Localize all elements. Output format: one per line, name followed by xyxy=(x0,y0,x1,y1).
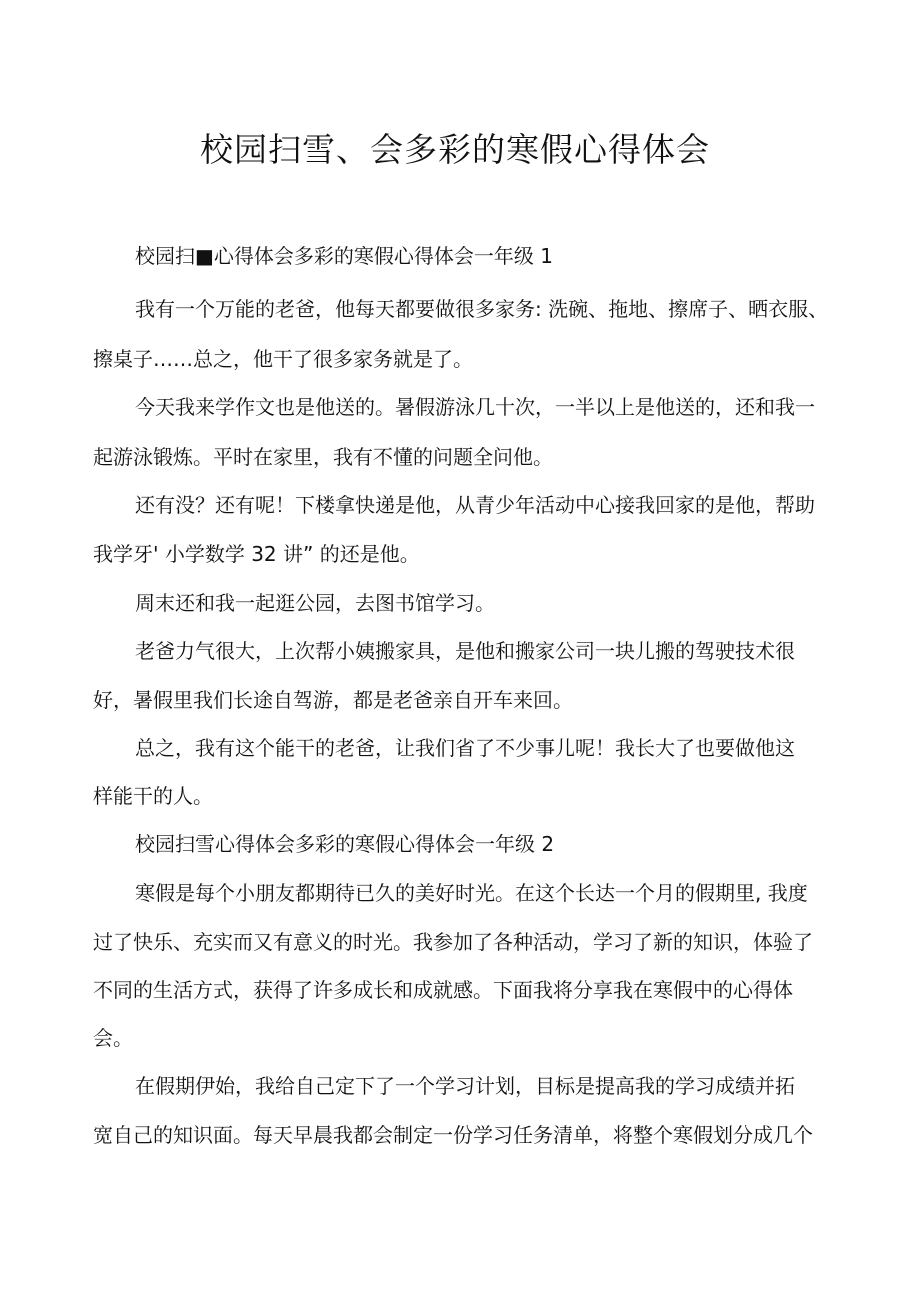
paragraph-line: 好，暑假里我们长途自驾游，都是老爸亲自开车来回。 xyxy=(93,688,573,712)
paragraph-line: 在假期伊始，我给自己定下了一个学习计划，目标是提高我的学习成绩并拓 xyxy=(135,1074,795,1098)
paragraph-line: 我学牙' 小学数学 32 讲” 的还是他。 xyxy=(93,542,420,566)
section-heading-1: 校园扫■心得体会多彩的寒假心得体会一年级 1 xyxy=(135,244,553,268)
paragraph-line: 周末还和我一起逛公园，去图书馆学习。 xyxy=(135,591,495,615)
paragraph-line: 擦桌子……总之，他干了很多家务就是了。 xyxy=(93,347,473,371)
paragraph-line: 寒假是每个小朋友都期待已久的美好时光。在这个长达一个月的假期里, 我度 xyxy=(135,881,808,905)
paragraph-line: 我有一个万能的老爸，他每天都要做很多家务: 洗碗、拖地、擦席子、晒衣服、 xyxy=(135,297,829,321)
document-title: 校园扫雪、会多彩的寒假心得体会 xyxy=(200,130,710,169)
paragraph-line: 老爸力气很大，上次帮小姨搬家具，是他和搬家公司一块儿搬的驾驶技术很 xyxy=(135,639,795,663)
paragraph-line: 会。 xyxy=(93,1026,133,1050)
paragraph-line: 宽自己的知识面。每天早晨我都会制定一份学习任务清单，将整个寒假划分成几个 xyxy=(93,1123,813,1147)
paragraph-line: 总之，我有这个能干的老爸，让我们省了不少事儿呢！我长大了也要做他这 xyxy=(135,736,795,760)
paragraph-line: 今天我来学作文也是他送的。暑假游泳几十次，一半以上是他送的，还和我一 xyxy=(135,395,815,419)
paragraph-line: 起游泳锻炼。平时在家里，我有不懂的问题全问他。 xyxy=(93,445,553,469)
section-heading-2: 校园扫雪心得体会多彩的寒假心得体会一年级 2 xyxy=(135,832,555,856)
paragraph-line: 还有没？还有呢！下楼拿快递是他，从青少年活动中心接我回家的是他，帮助 xyxy=(135,493,815,517)
paragraph-line: 过了快乐、充实而又有意义的时光。我参加了各种活动，学习了新的知识，体验了 xyxy=(93,930,813,954)
paragraph-line: 样能干的人。 xyxy=(93,784,213,808)
paragraph-line: 不同的生活方式，获得了许多成长和成就感。下面我将分享我在寒假中的心得体 xyxy=(93,978,793,1002)
